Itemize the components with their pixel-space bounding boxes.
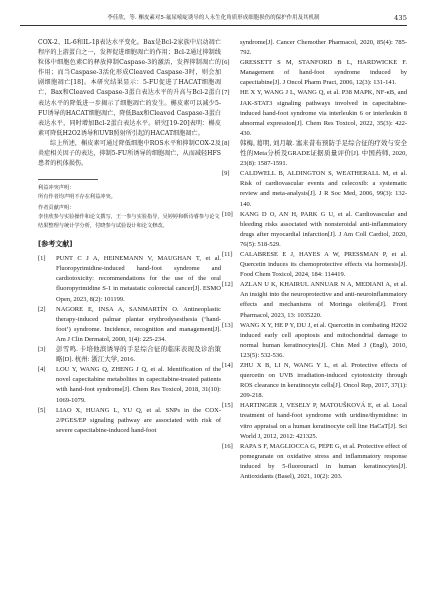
conflict-text: 所有作者均声明不存在利益冲突。 — [38, 193, 116, 200]
references-heading: [参考文献] — [38, 240, 73, 249]
reference-item: [15] HARTINGER J, VESELY P, MATOUŠKOVÁ E, et al. Local treatment of hand-foot syndrome with uridine/thymidine: in vitro appraisal on a human keratinocyte cell line HaCaT[J]. Sci World J, 2012, 2012: 421325. — [222, 402, 407, 440]
reference-item: [9] CALDWELL B, ALDINGTON S, WEATHERALL M, et al. Risk of cardiovascular events and celecoxib: a systematic review and meta-analysis[J]. J R Soc Med, 2006, 99(3): 132-140. — [222, 170, 407, 208]
reference-item: [16] RAPA S F, MAGLIOCCA G, PEPE G, et al. Protective effect of pomegranate on oxidative stress and inflammatory response induced by 5-fluorouracil in human keratinocytes[J]. Antioxidants (Basel), 2021, 10(2): 203. — [222, 442, 407, 481]
declaration-divider — [38, 179, 98, 180]
reference-item: [14] ZHU X B, LI N, WANG Y L, et al. Protective effects of quercetin on UVB irradiation-induced cytotoxicity through ROS clearance in keratinocyte cells[J]. Oncol Rep, 2017, 37(1): 209-218. — [222, 362, 407, 400]
body-paragraph-2: 综上所述，槲皮素可通过降低细胞中ROS水平和抑制COX-2及炎症相关因子的表达，抑制5-FU所诱导的细胞凋亡，从而减轻HFS患者的机体损伤。 — [38, 139, 221, 168]
conflict-heading: 利益冲突声明： — [38, 185, 75, 192]
reference-item: [8] 韩梅, 葛明, 刘月敏. 塞来昔布预防手足综合征的疗效与安全性的Meta分析及GRADE证据质量评价[J]. 中国药师, 2020, 23(8): 1587-1591. — [222, 139, 407, 168]
reference-item: [12] AZLAN U K, KHAIRUL ANNUAR N A, MEDIANI A, et al. An insight into the neuroprotective and anti-neuroinflammatory effects and mechanisms of Moringa oleifera[J]. Front Pharmacol, 2023, 13: 1035220. — [222, 281, 407, 319]
contribution-heading: 作者贡献声明： — [38, 205, 75, 212]
reference-item: [10] KANG D O, AN H, PARK G U, et al. Cardiovascular and bleeding risks associated with nonsteroidal anti-inflammatory drugs after myocardial infarction[J]. J Am Coll Cardiol, 2020, 76(5): 518-529. — [222, 210, 407, 248]
body-paragraph-1: COX-2、IL-6和IL-1β表达水平变化。Bax是Bcl-2家族中启动凋亡程序的上游蛋白之一，发挥促进细胞凋亡的作用；Bcl-2通过抑制线粒体中细胞色素C的释放抑制Caspase-3的激活，发挥抑制凋亡的作用；而当Caspase-3活化形成Cleaved Caspase-3时，则会加剧细胞凋亡[18]。本研究结果显示：5-FU促进了HACAT细胞凋亡，Bax和Cleaved Caspase-3蛋白表达水平的升高与Bcl-2蛋白表达水平的降低进一步揭示了细胞凋亡的发生。槲皮素可以减少5-FU诱导的HACAT细胞凋亡，降低Bax和Cleaved Caspase-3蛋白表达水平，同时增加Bcl-2蛋白表达水平。研究[19-20]表明：槲皮素可降低H2O2诱导和UVB照射所引起的HACAT细胞凋亡。 — [38, 39, 222, 137]
reference-item: [3] 彭雪鸣. 卡培他滨诱导的手足综合征的临床表现及诊治策略[D]. 杭州: 浙江大学, 2016. — [38, 346, 221, 364]
reference-item: [6] GRESSETT S M, STANFORD B L, HARDWICKE F. Management of hand-foot syndrome induced by capecitabine[J]. J Oncol Pharm Pract, 2006, 12(3): 131-141. — [222, 59, 407, 87]
reference-item: [11] CALABRESE E J, HAYES A W, PRESSMAN P, et al. Quercetin induces its chemoprotective effects via hormesis[J]. Food Chem Toxicol, 2024, 184: 114419. — [222, 250, 407, 279]
references-list-right — [222, 38, 407, 482]
reference-item: [7] HE X Y, WANG J L, WANG Q, et al. P38 MAPK, NF-κB, and JAK-STAT3 signaling pathways involved in capecitabine-induced hand-foot syndrome via interleukin 6 or interleukin 8 abnormal expression[J]. Chem Res Toxicol, 2022, 35(3): 422-430. — [222, 89, 407, 137]
declarations — [38, 184, 221, 230]
reference-item: [2] NAGORE E, INSA A, SANMARTÍN O. Antineoplastic therapy-induced palmar plantar erythrodysesthesia (‘hand-foot’) syndrome. Incidence, recognition and management[J]. Am J Clin Dermatol, 2000, 1(4): 225-234. — [38, 305, 221, 343]
reference-item: syndrome[J]. Cancer Chemother Pharmacol, 2020, 85(4): 785-792. — [240, 39, 407, 57]
reference-item: [1] PUNT C J A, HEINEMANN V, MAUGHAN T, et al. Fluoropyrimidine-induced hand-foot syndrome and cardiotoxicity: recommendations for the use of the oral fluoropyrimidine S-1 in metastatic colorectal cancer[J]. ESMO Open, 2023, 8(2): 101199. — [38, 255, 221, 303]
page-number: 435 — [394, 14, 407, 22]
reference-item: [4] LOU Y, WANG Q, ZHENG J Q, et al. Identification of the novel capecitabine metabolites in capecitabine-treated patients with hand-foot syndrome[J]. Chem Res Toxicol, 2018, 31(10): 1069-1079. — [38, 366, 221, 404]
references-list-left — [38, 254, 221, 436]
left-column — [38, 38, 221, 436]
running-title: 李佳欣，等. 槲皮素对5-氟尿嘧啶诱导的人永生化角质形成细胞损伤的保护作用及其机制 — [107, 15, 320, 21]
contribution-text: 李佳欣参与实验操作和论文撰写，王一参与实验指导，吴婷婷和靳诗睿参与论文结果整理与统计学分析，付晓参与试验设计和论文修改。 — [38, 214, 220, 229]
reference-item: [13] WANG X Y, HE P Y, DU J, et al. Quercetin in combating H2O2 induced early cell apoptosis and mitochondrial damage to normal human keratinocytes[J]. Chin Med J (Engl), 2010, 123(5): 532-536. — [222, 321, 407, 359]
running-head — [20, 14, 407, 26]
reference-item: [5] LIAO X, HUANG L, YU Q, et al. SNPs in the COX-2/PGES/EP signaling pathway are associated with risk of severe capecitabine-induced hand-foot — [38, 406, 221, 434]
